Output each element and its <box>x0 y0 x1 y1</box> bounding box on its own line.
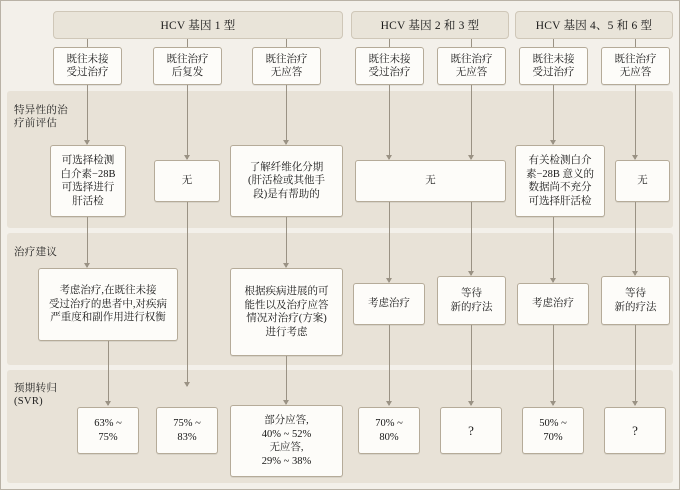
arrow-c4-r4 <box>386 401 392 406</box>
band-label-outcome-line2: (SVR) <box>14 396 43 407</box>
outcome-box-col3-line2: 40% ~ 52% <box>261 428 312 440</box>
outcome-box-col7-label: ? <box>632 422 638 438</box>
band-label-pretreatment-line2: 疗前评估 <box>14 118 58 129</box>
recommendation-box-col3-line3: 情况对治疗(方案) <box>246 313 327 324</box>
pretreatment-box-col6-line4: 可选择肝活检 <box>528 195 592 207</box>
pretreatment-box-col1 <box>50 145 126 217</box>
pretreatment-box-col45 <box>355 160 506 202</box>
outcome-box-col6-line1: 50% ~ <box>539 418 567 429</box>
history-box-col3-line1: 既往治疗 <box>265 53 308 65</box>
band-label-pretreatment <box>14 104 68 130</box>
outcome-box-col1-line2: 75% <box>98 431 118 443</box>
group-header-genotype-4-5-6-label: HCV 基因 4、5 和 6 型 <box>535 20 653 32</box>
connector-c5-r1-r2 <box>471 85 472 159</box>
connector-c4-r3-r4 <box>389 325 390 405</box>
pretreatment-box-col6-line1: 有关检测白介 <box>528 155 592 166</box>
recommendation-box-col4-label: 考虑治疗 <box>368 298 410 310</box>
outcome-box-col4 <box>358 407 420 454</box>
recommendation-box-col6-label: 考虑治疗 <box>532 298 574 310</box>
connector-g1-c1 <box>87 39 88 47</box>
recommendation-box-col5 <box>437 276 506 325</box>
connector-c3-r3-r4 <box>286 356 287 404</box>
outcome-box-col6-line2: 70% <box>543 431 563 443</box>
recommendation-box-col3-line1: 根据疾病进展的可 <box>244 286 329 297</box>
recommendation-box-col3 <box>230 268 343 356</box>
history-box-col7-line2: 无应答 <box>619 67 652 78</box>
band-label-outcome <box>14 382 57 408</box>
pretreatment-box-col3-line1: 了解纤维化分期 <box>249 161 324 173</box>
connector-c7-r1-r2 <box>635 85 636 159</box>
band-label-outcome-line1: 预期转归 <box>14 383 58 394</box>
history-box-col6-line2: 受过治疗 <box>532 67 575 78</box>
connector-c5-r2-r3 <box>471 202 472 275</box>
history-box-col6-line1: 既往未接 <box>532 53 575 65</box>
pretreatment-box-col6-line3: 数据尚不充分 <box>528 182 592 193</box>
connector-c5-r3-r4 <box>471 325 472 405</box>
connector-c7-r3-r4 <box>635 325 636 405</box>
history-box-col2-line1: 既往治疗 <box>166 53 209 65</box>
connector-c3-r1-r2 <box>286 85 287 144</box>
history-box-col7 <box>601 47 670 85</box>
outcome-box-col2 <box>156 407 218 454</box>
history-box-col4 <box>355 47 424 85</box>
pretreatment-box-col2-label: 无 <box>181 175 193 187</box>
outcome-box-col3-line3: 无应答, <box>269 442 304 453</box>
connector-c45-r1-r2 <box>389 85 390 159</box>
outcome-box-col1-line1: 63% ~ <box>94 418 122 429</box>
recommendation-box-col6 <box>517 283 589 325</box>
history-box-col5-line2: 无应答 <box>455 67 488 78</box>
recommendation-box-col3-line4: 进行考虑 <box>265 326 308 338</box>
history-box-col3 <box>252 47 321 85</box>
history-box-col4-line2: 受过治疗 <box>368 67 411 78</box>
connector-c2-r2-r3 <box>187 202 188 386</box>
arrow-c1-r4 <box>105 401 111 406</box>
group-header-genotype-2-3 <box>351 11 509 39</box>
outcome-box-col5-label: ? <box>468 422 474 438</box>
recommendation-box-col5-line1: 等待 <box>461 288 482 299</box>
connector-c1-r2-r3 <box>87 217 88 267</box>
connector-c3-r2-r3 <box>286 217 287 267</box>
recommendation-box-col5-line2: 新的疗法 <box>450 301 493 313</box>
connector-c1-r3-r4 <box>108 341 109 405</box>
history-box-col4-line1: 既往未接 <box>368 53 411 65</box>
band-label-recommendation <box>14 246 57 259</box>
connector-g2-c4 <box>389 39 390 47</box>
outcome-box-col6 <box>522 407 584 454</box>
history-box-col1-line1: 既往未接 <box>66 53 109 65</box>
pretreatment-box-col3 <box>230 145 343 217</box>
pretreatment-box-col2 <box>154 160 220 202</box>
pretreatment-box-col6 <box>515 145 605 217</box>
connector-c7-r2-r3 <box>635 202 636 275</box>
history-box-col7-line1: 既往治疗 <box>614 53 657 65</box>
connector-c6-r2-r3 <box>553 217 554 282</box>
connector-g3-c6 <box>553 39 554 47</box>
connector-g2-c5 <box>471 39 472 47</box>
outcome-box-col1 <box>77 407 139 454</box>
pretreatment-box-col1-line1: 可选择检测 <box>61 155 115 166</box>
pretreatment-box-col1-line3: 可选择进行 <box>61 182 115 193</box>
history-box-col5 <box>437 47 506 85</box>
arrow-c5-r4 <box>468 401 474 406</box>
connector-g3-c7 <box>635 39 636 47</box>
recommendation-box-col7 <box>601 276 670 325</box>
pretreatment-box-col7 <box>615 160 670 202</box>
history-box-col6 <box>519 47 588 85</box>
recommendation-box-col1-line3: 严重度和副作用进行权衡 <box>50 312 166 324</box>
group-header-genotype-4-5-6 <box>515 11 673 39</box>
connector-c1-r1-r2 <box>87 85 88 144</box>
group-header-genotype-1 <box>53 11 343 39</box>
history-box-col2-line2: 后复发 <box>171 67 204 78</box>
band-label-recommendation-line1: 治疗建议 <box>14 247 58 258</box>
recommendation-box-col4 <box>353 283 425 325</box>
connector-c2-r1-r2 <box>187 85 188 159</box>
pretreatment-box-col7-label: 无 <box>637 175 648 187</box>
history-box-col2 <box>153 47 222 85</box>
group-header-genotype-1-label: HCV 基因 1 型 <box>160 20 236 32</box>
recommendation-box-col3-line2: 能性以及治疗应答 <box>244 299 329 311</box>
outcome-box-col4-line2: 80% <box>379 431 399 443</box>
connector-c6-r3-r4 <box>553 325 554 405</box>
outcome-box-col3 <box>230 405 343 477</box>
connector-g1-c3 <box>286 39 287 47</box>
outcome-box-col5 <box>440 407 502 454</box>
arrow-c2-r4 <box>184 382 190 387</box>
pretreatment-box-col45-label: 无 <box>425 175 436 187</box>
group-header-genotype-2-3-label: HCV 基因 2 和 3 型 <box>380 20 480 32</box>
outcome-box-col2-line2: 83% <box>177 431 197 443</box>
recommendation-box-col1-line1: 考虑治疗,在既往未接 <box>59 285 157 297</box>
pretreatment-box-col1-line4: 肝活检 <box>72 195 104 207</box>
connector-c6-r1-r2 <box>553 85 554 144</box>
pretreatment-box-col3-line2: (肝活检或其他手 <box>248 175 325 187</box>
recommendation-box-col1-line2: 受过治疗的患者中,对疾病 <box>48 298 168 310</box>
history-box-col5-line1: 既往治疗 <box>450 53 493 65</box>
pretreatment-box-col1-line2: 白介素−28B <box>60 168 116 180</box>
recommendation-box-col7-line1: 等待 <box>625 288 646 299</box>
history-box-col3-line2: 无应答 <box>270 67 303 78</box>
connector-c4-r2-r3 <box>389 202 390 282</box>
pretreatment-box-col3-line3: 段)是有帮助的 <box>253 188 320 200</box>
arrow-c6-r4 <box>550 401 556 406</box>
outcome-box-col3-line4: 29% ~ 38% <box>261 455 312 467</box>
outcome-box-col2-line1: 75% ~ <box>173 418 201 429</box>
history-box-col1 <box>53 47 122 85</box>
band-label-pretreatment-line1: 特异性的治 <box>14 105 68 116</box>
recommendation-box-col1 <box>38 268 178 341</box>
outcome-box-col3-line1: 部分应答, <box>264 415 309 426</box>
outcome-box-col7 <box>604 407 666 454</box>
connector-g1-c2 <box>187 39 188 47</box>
arrow-c7-r4 <box>632 401 638 406</box>
history-box-col1-line2: 受过治疗 <box>66 67 109 78</box>
recommendation-box-col7-line2: 新的疗法 <box>614 301 657 313</box>
pretreatment-box-col6-line2: 素−28B 意义的 <box>525 168 595 180</box>
outcome-box-col4-line1: 70% ~ <box>375 418 403 429</box>
